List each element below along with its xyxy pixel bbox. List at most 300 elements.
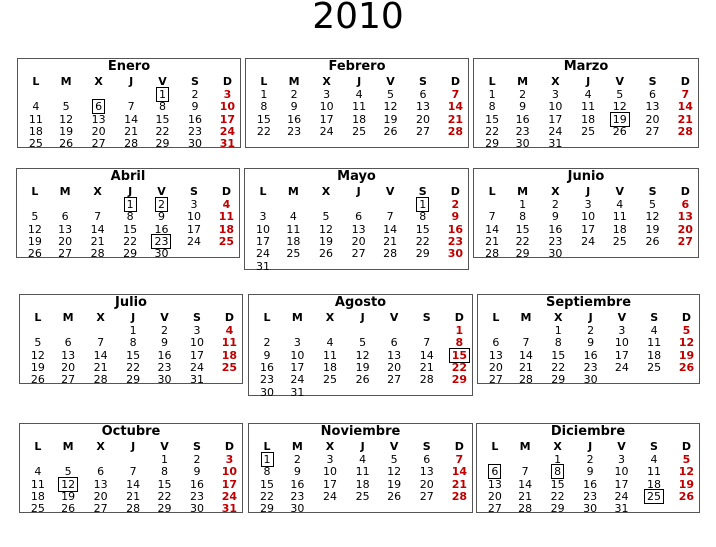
day-cell-highlighted: 12 bbox=[52, 479, 84, 491]
day-cell: 22 bbox=[155, 124, 170, 138]
day-cell: 28 bbox=[126, 502, 141, 516]
day-cell: 3 bbox=[551, 88, 559, 101]
day-cell: 29 bbox=[260, 502, 274, 516]
weekday-header: D bbox=[680, 185, 690, 198]
day-cell: 23 bbox=[515, 124, 530, 138]
day-cell: 17 bbox=[290, 360, 305, 374]
day-cell: 14 bbox=[126, 477, 141, 491]
day-cell: 16 bbox=[290, 477, 305, 491]
weekday-header: X bbox=[551, 185, 560, 198]
day-cell: 11 bbox=[646, 465, 661, 479]
day-cell: 30 bbox=[187, 137, 202, 151]
day-cell: 11 bbox=[218, 210, 235, 224]
day-cell: 27 bbox=[415, 124, 430, 138]
day-cell: 14 bbox=[383, 222, 398, 236]
month-title: Octubre bbox=[101, 424, 161, 439]
day-cell: 20 bbox=[488, 360, 503, 374]
day-cell: 21 bbox=[419, 360, 434, 374]
day-cell: 31 bbox=[189, 373, 204, 387]
day-cell: 28 bbox=[485, 247, 500, 261]
weekday-header: M bbox=[520, 311, 532, 324]
weekday-header: D bbox=[222, 75, 232, 88]
day-cell: 8 bbox=[260, 100, 268, 114]
day-cell: 12 bbox=[383, 100, 398, 114]
weekday-header: L bbox=[491, 440, 499, 453]
day-cell: 31 bbox=[548, 137, 563, 151]
day-cell: 13 bbox=[488, 348, 503, 362]
day-cell: 6 bbox=[64, 336, 72, 350]
day-cell: 21 bbox=[485, 234, 500, 248]
day-cell: 2 bbox=[587, 324, 595, 337]
day-cell: 16 bbox=[260, 360, 274, 374]
weekday-header: X bbox=[322, 75, 331, 88]
day-cell: 26 bbox=[319, 247, 333, 261]
day-cell: 6 bbox=[649, 88, 657, 101]
weekday-header: V bbox=[617, 311, 627, 324]
day-cell: 9 bbox=[587, 336, 595, 350]
day-cell: 22 bbox=[451, 360, 468, 374]
day-cell: 9 bbox=[157, 210, 165, 224]
day-cell: 4 bbox=[650, 324, 658, 337]
day-cell: 16 bbox=[583, 477, 598, 491]
weekday-header: M bbox=[287, 185, 299, 198]
day-cell: 28 bbox=[90, 247, 105, 261]
day-cell: 24 bbox=[614, 360, 629, 374]
month-junio bbox=[473, 168, 699, 261]
weekday-header: D bbox=[224, 440, 234, 453]
day-cell: 15 bbox=[155, 112, 170, 126]
weekday-header: S bbox=[650, 311, 659, 324]
day-cell: 31 bbox=[221, 502, 238, 516]
day-cell: 11 bbox=[581, 100, 596, 114]
weekday-header: L bbox=[263, 311, 271, 324]
weekday-header: D bbox=[681, 311, 692, 324]
day-cell: 17 bbox=[186, 222, 201, 236]
day-cell: 26 bbox=[59, 137, 74, 151]
day-cell: 27 bbox=[677, 234, 693, 248]
day-cell: 15 bbox=[123, 222, 138, 236]
day-cell: 13 bbox=[58, 222, 73, 236]
day-cell: 4 bbox=[616, 198, 624, 211]
day-cell: 11 bbox=[286, 222, 301, 236]
day-cell: 18 bbox=[355, 477, 370, 491]
day-cell: 2 bbox=[160, 324, 168, 337]
day-cell: 10 bbox=[548, 100, 563, 114]
weekday-header: J bbox=[131, 311, 136, 324]
day-cell: 29 bbox=[157, 502, 172, 516]
day-cell: 26 bbox=[387, 489, 402, 503]
day-cell: 26 bbox=[612, 124, 627, 138]
day-cell: 9 bbox=[160, 336, 168, 350]
day-cell: 21 bbox=[518, 360, 533, 374]
weekday-header: L bbox=[260, 75, 268, 88]
day-cell: 21 bbox=[383, 234, 398, 248]
day-cell: 14 bbox=[677, 100, 693, 114]
day-cell: 6 bbox=[97, 465, 105, 479]
day-cell: 7 bbox=[97, 336, 105, 350]
day-cell: 17 bbox=[581, 222, 596, 236]
day-cell: 23 bbox=[583, 489, 598, 503]
month-title: Marzo bbox=[563, 59, 609, 74]
day-cell: 4 bbox=[34, 465, 42, 479]
day-cell: 17 bbox=[323, 477, 337, 491]
day-cell: 20 bbox=[58, 234, 73, 248]
day-cell: 15 bbox=[157, 477, 172, 491]
day-cell: 25 bbox=[28, 137, 43, 151]
day-cell: 5 bbox=[64, 465, 72, 479]
weekday-header: V bbox=[617, 440, 626, 453]
day-cell: 18 bbox=[646, 477, 661, 491]
day-cell: 2 bbox=[586, 453, 594, 466]
weekday-header: S bbox=[192, 311, 201, 324]
day-cell: 19 bbox=[27, 234, 42, 248]
weekday-header: X bbox=[96, 440, 105, 453]
day-cell: 28 bbox=[124, 137, 139, 151]
day-cell: 21 bbox=[451, 477, 468, 491]
day-cell: 18 bbox=[28, 124, 43, 138]
day-cell: 24 bbox=[548, 124, 563, 138]
day-cell: 1 bbox=[455, 324, 464, 337]
weekday-header: J bbox=[129, 75, 134, 88]
day-cell: 28 bbox=[518, 502, 533, 516]
day-cell: 23 bbox=[157, 360, 172, 374]
day-cell: 18 bbox=[218, 222, 235, 236]
day-cell: 23 bbox=[447, 234, 464, 248]
day-cell: 14 bbox=[90, 222, 105, 236]
day-cell: 29 bbox=[451, 373, 468, 387]
day-cell: 29 bbox=[551, 373, 566, 387]
weekday-header: V bbox=[160, 440, 169, 453]
weekday-header: X bbox=[553, 440, 562, 453]
day-cell-highlighted: 6 bbox=[83, 101, 115, 113]
weekday-header: V bbox=[160, 311, 169, 324]
day-cell: 26 bbox=[355, 373, 370, 387]
weekday-header: J bbox=[360, 440, 365, 453]
weekday-header: M bbox=[291, 311, 303, 324]
weekday-header: J bbox=[586, 185, 591, 198]
day-cell: 11 bbox=[221, 336, 238, 350]
month-title: Agosto bbox=[334, 295, 387, 310]
day-cell: 24 bbox=[219, 124, 236, 138]
day-cell: 20 bbox=[93, 489, 108, 503]
day-cell: 27 bbox=[387, 373, 402, 387]
day-cell: 21 bbox=[518, 489, 533, 503]
day-cell: 5 bbox=[386, 88, 394, 101]
weekday-header: L bbox=[34, 311, 42, 324]
day-cell: 8 bbox=[554, 336, 562, 350]
day-cell: 6 bbox=[390, 336, 398, 350]
month-enero bbox=[17, 58, 241, 151]
month-title: Febrero bbox=[328, 59, 386, 74]
day-cell: 1 bbox=[488, 88, 496, 101]
day-cell: 30 bbox=[583, 502, 598, 516]
weekday-header: S bbox=[418, 185, 427, 198]
day-cell: 3 bbox=[223, 88, 232, 101]
day-cell: 29 bbox=[415, 247, 430, 261]
day-cell: 10 bbox=[581, 210, 596, 224]
day-cell: 29 bbox=[550, 502, 565, 516]
day-cell: 30 bbox=[447, 247, 464, 261]
day-cell: 5 bbox=[322, 210, 330, 224]
day-cell: 3 bbox=[584, 198, 592, 211]
day-cell: 13 bbox=[677, 210, 693, 224]
day-cell: 16 bbox=[548, 222, 563, 236]
weekday-header: S bbox=[192, 440, 201, 453]
day-cell: 13 bbox=[487, 477, 502, 491]
day-cell: 15 bbox=[415, 222, 430, 236]
day-cell: 2 bbox=[519, 88, 527, 101]
weekday-header: V bbox=[389, 311, 399, 324]
day-cell: 6 bbox=[681, 198, 690, 211]
day-cell-highlighted: 6 bbox=[479, 466, 511, 478]
day-cell: 19 bbox=[319, 234, 333, 248]
day-cell: 10 bbox=[221, 465, 238, 479]
day-cell: 6 bbox=[419, 88, 427, 101]
weekday-header: J bbox=[588, 311, 593, 324]
day-cell: 12 bbox=[645, 210, 660, 224]
weekday-header: M bbox=[59, 185, 71, 198]
day-cell: 13 bbox=[645, 100, 660, 114]
day-cell: 28 bbox=[93, 373, 108, 387]
day-cell: 9 bbox=[586, 465, 594, 479]
day-cell: 16 bbox=[157, 348, 172, 362]
weekday-header: D bbox=[450, 185, 460, 198]
weekday-header: V bbox=[615, 185, 625, 198]
day-cell: 16 bbox=[515, 112, 530, 126]
day-cell: 10 bbox=[290, 348, 305, 362]
weekday-header: V bbox=[615, 75, 625, 88]
day-cell: 4 bbox=[32, 100, 40, 114]
day-cell: 12 bbox=[30, 348, 45, 362]
day-cell: 30 bbox=[260, 385, 274, 399]
day-cell: 30 bbox=[157, 373, 172, 387]
day-cell: 26 bbox=[678, 360, 695, 374]
month-title: Septiembre bbox=[545, 295, 632, 310]
day-cell: 8 bbox=[158, 100, 166, 114]
day-cell: 11 bbox=[355, 465, 370, 479]
day-cell: 15 bbox=[126, 348, 141, 362]
day-cell: 27 bbox=[91, 137, 106, 151]
day-cell: 28 bbox=[419, 373, 434, 387]
day-cell: 22 bbox=[256, 124, 271, 138]
weekday-header: M bbox=[517, 75, 529, 88]
day-cell: 23 bbox=[583, 360, 598, 374]
day-cell: 18 bbox=[581, 112, 596, 126]
day-cell-highlighted: 15 bbox=[443, 350, 475, 362]
weekday-header: X bbox=[321, 185, 331, 198]
day-cell: 23 bbox=[189, 489, 204, 503]
day-cell: 7 bbox=[522, 336, 530, 350]
month-diciembre bbox=[476, 423, 700, 516]
day-cell: 3 bbox=[618, 324, 626, 337]
day-cell: 27 bbox=[93, 502, 108, 516]
day-cell: 11 bbox=[612, 210, 627, 224]
day-cell: 3 bbox=[193, 324, 201, 337]
day-cell: 15 bbox=[485, 112, 500, 126]
day-cell: 4 bbox=[359, 453, 367, 466]
day-cell: 28 bbox=[451, 489, 468, 503]
day-cell: 4 bbox=[326, 336, 334, 350]
day-cell: 1 bbox=[129, 324, 137, 337]
day-cell: 7 bbox=[127, 100, 135, 114]
day-cell: 4 bbox=[650, 453, 658, 466]
day-cell: 16 bbox=[583, 348, 598, 362]
day-cell: 31 bbox=[290, 385, 305, 399]
day-cell: 25 bbox=[218, 234, 235, 248]
day-cell: 13 bbox=[91, 112, 106, 126]
day-cell: 16 bbox=[189, 477, 204, 491]
day-cell: 4 bbox=[225, 324, 234, 337]
weekday-header: M bbox=[517, 185, 529, 198]
day-cell: 22 bbox=[515, 234, 530, 248]
day-cell: 9 bbox=[293, 465, 301, 479]
day-cell: 25 bbox=[647, 360, 662, 374]
day-cell: 8 bbox=[160, 465, 168, 479]
day-cell: 9 bbox=[193, 465, 201, 479]
weekday-header: J bbox=[357, 75, 362, 88]
day-cell: 14 bbox=[451, 465, 468, 479]
day-cell: 3 bbox=[617, 453, 625, 466]
day-cell: 24 bbox=[323, 489, 337, 503]
day-cell: 18 bbox=[352, 112, 367, 126]
day-cell: 14 bbox=[124, 112, 139, 126]
day-cell: 25 bbox=[352, 124, 367, 138]
day-cell: 24 bbox=[186, 234, 201, 248]
day-cell: 24 bbox=[189, 360, 204, 374]
day-cell: 30 bbox=[548, 247, 563, 261]
day-cell: 25 bbox=[30, 502, 45, 516]
day-cell: 20 bbox=[677, 222, 693, 236]
day-cell: 17 bbox=[219, 112, 236, 126]
day-cell: 10 bbox=[614, 336, 629, 350]
day-cell: 7 bbox=[94, 210, 102, 224]
day-cell: 29 bbox=[126, 373, 141, 387]
weekday-header: J bbox=[131, 440, 136, 453]
month-title: Diciembre bbox=[550, 424, 626, 439]
day-cell: 7 bbox=[521, 465, 529, 479]
day-cell: 12 bbox=[319, 222, 333, 236]
day-cell: 2 bbox=[263, 336, 271, 350]
day-cell: 13 bbox=[415, 100, 430, 114]
day-cell: 9 bbox=[263, 348, 271, 362]
day-cell: 12 bbox=[27, 222, 42, 236]
day-cell: 28 bbox=[447, 124, 464, 138]
day-cell: 8 bbox=[263, 465, 271, 479]
day-cell: 16 bbox=[187, 112, 202, 126]
day-cell: 5 bbox=[682, 453, 691, 466]
month-title: Mayo bbox=[337, 169, 376, 184]
weekday-header: S bbox=[190, 75, 199, 88]
day-cell: 20 bbox=[487, 489, 502, 503]
day-cell: 7 bbox=[681, 88, 690, 101]
day-cell: 29 bbox=[485, 137, 500, 151]
day-cell: 24 bbox=[290, 373, 305, 387]
day-cell: 5 bbox=[31, 210, 39, 224]
day-cell: 23 bbox=[548, 234, 563, 248]
month-julio bbox=[19, 294, 243, 387]
day-cell: 26 bbox=[27, 247, 42, 261]
month-title: Julio bbox=[115, 295, 147, 310]
day-cell: 2 bbox=[193, 453, 201, 466]
day-cell: 2 bbox=[191, 88, 199, 101]
month-febrero bbox=[245, 58, 469, 148]
weekday-header: X bbox=[325, 311, 335, 324]
day-cell-highlighted: 25 bbox=[638, 491, 670, 503]
month-septiembre bbox=[477, 294, 700, 387]
day-cell: 13 bbox=[351, 222, 366, 236]
weekday-header: S bbox=[422, 311, 431, 324]
weekday-header: L bbox=[488, 185, 496, 198]
day-cell: 23 bbox=[287, 124, 302, 138]
day-cell: 11 bbox=[352, 100, 367, 114]
day-cell: 7 bbox=[451, 88, 460, 101]
day-cell: 14 bbox=[419, 348, 434, 362]
day-cell: 2 bbox=[551, 198, 559, 211]
month-title: Junio bbox=[567, 169, 605, 184]
day-cell: 9 bbox=[451, 210, 460, 224]
day-cell: 8 bbox=[129, 336, 137, 350]
day-cell: 27 bbox=[351, 247, 366, 261]
day-cell-highlighted: 1 bbox=[146, 89, 178, 101]
day-cell: 21 bbox=[93, 360, 108, 374]
day-cell: 9 bbox=[551, 210, 559, 224]
weekday-header: S bbox=[649, 440, 658, 453]
day-cell: 10 bbox=[189, 336, 204, 350]
day-cell: 20 bbox=[61, 360, 76, 374]
day-cell: 20 bbox=[645, 112, 660, 126]
day-cell: 6 bbox=[61, 210, 69, 224]
day-cell: 4 bbox=[222, 198, 231, 211]
weekday-header: D bbox=[681, 440, 691, 453]
day-cell: 19 bbox=[645, 222, 660, 236]
weekday-header: X bbox=[551, 75, 560, 88]
day-cell: 7 bbox=[423, 336, 431, 350]
day-cell: 8 bbox=[419, 210, 427, 224]
day-cell: 1 bbox=[160, 453, 168, 466]
day-cell: 30 bbox=[515, 137, 530, 151]
day-cell: 31 bbox=[219, 137, 236, 151]
day-cell: 3 bbox=[190, 198, 198, 211]
day-cell: 18 bbox=[323, 360, 337, 374]
day-cell: 20 bbox=[387, 360, 402, 374]
day-cell: 31 bbox=[256, 259, 270, 273]
month-noviembre bbox=[248, 423, 473, 516]
day-cell: 6 bbox=[423, 453, 431, 466]
weekday-header: M bbox=[288, 75, 300, 88]
month-agosto bbox=[248, 294, 473, 399]
day-cell: 30 bbox=[583, 373, 598, 387]
day-cell: 4 bbox=[584, 88, 592, 101]
day-cell: 11 bbox=[28, 112, 43, 126]
day-cell: 11 bbox=[30, 477, 45, 491]
day-cell: 9 bbox=[290, 100, 298, 114]
weekday-header: M bbox=[62, 311, 74, 324]
day-cell: 10 bbox=[323, 465, 337, 479]
day-cell: 11 bbox=[647, 336, 662, 350]
day-cell: 21 bbox=[447, 112, 464, 126]
day-cell: 19 bbox=[678, 348, 695, 362]
day-cell: 17 bbox=[548, 112, 563, 126]
day-cell: 31 bbox=[614, 502, 629, 516]
day-cell: 29 bbox=[515, 247, 530, 261]
day-cell: 24 bbox=[614, 489, 629, 503]
weekday-header: X bbox=[93, 185, 102, 198]
day-cell: 5 bbox=[62, 100, 70, 114]
day-cell: 25 bbox=[581, 124, 596, 138]
day-cell: 25 bbox=[355, 489, 370, 503]
day-cell: 5 bbox=[649, 198, 657, 211]
day-cell: 14 bbox=[93, 348, 108, 362]
